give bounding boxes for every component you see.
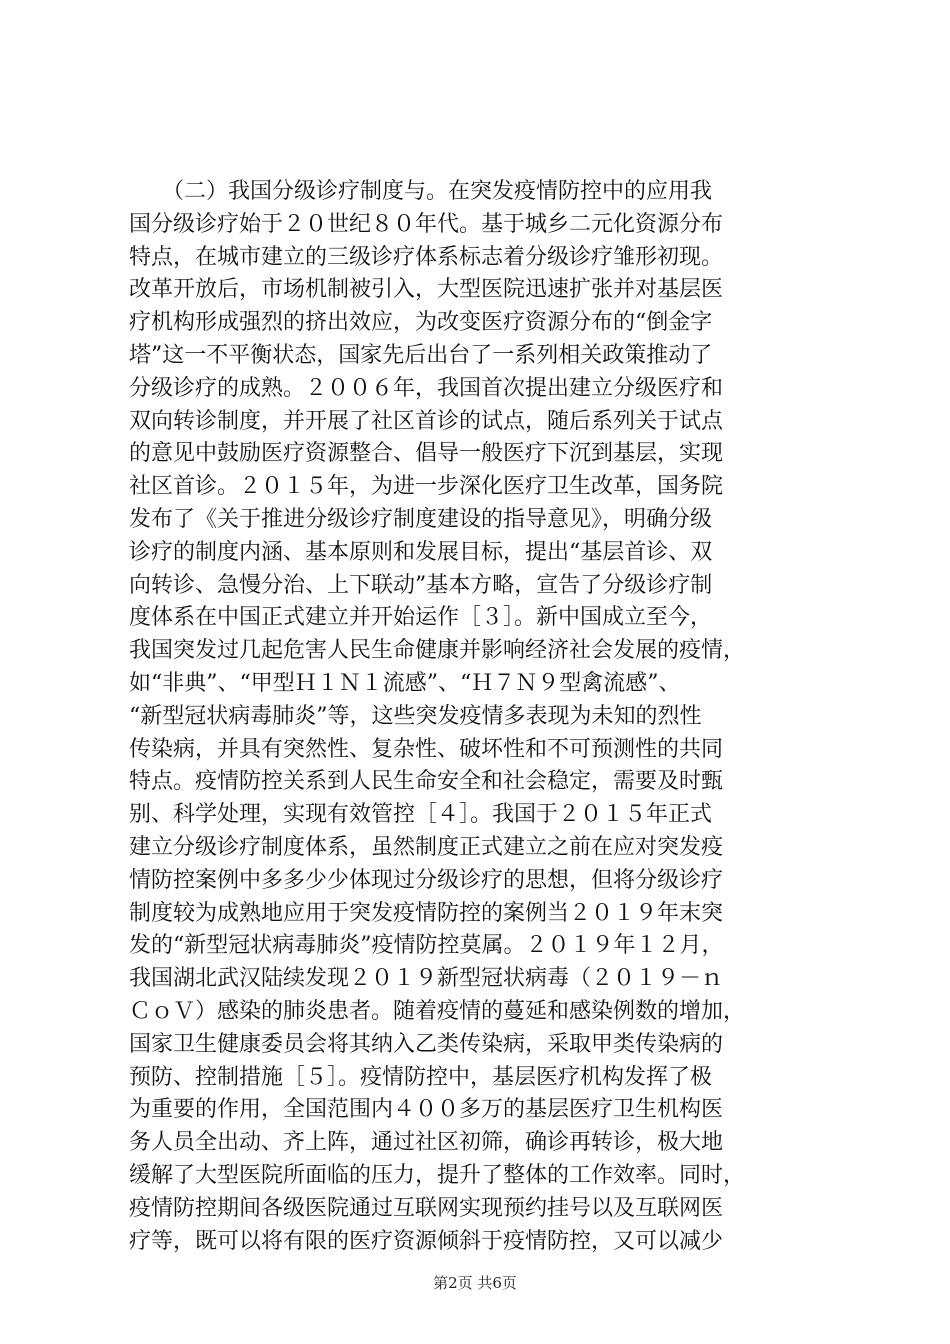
- text-line: 发布了《关于推进分级诊疗制度建设的指导意见》，明确分级: [129, 506, 713, 532]
- text-line: 预防、控制措施［５］。疫情防控中，基层医疗机构发挥了极: [129, 1064, 713, 1090]
- text-line: 特点，在城市建立的三级诊疗体系标志着分级诊疗雏形初现。: [129, 244, 724, 270]
- text-line: 务人员全出动、齐上阵，通过社区初筛，确诊再转诊，极大地: [129, 1130, 724, 1156]
- text-line: 的意见中鼓励医疗资源整合、倡导一般医疗下沉到基层，实现: [129, 441, 724, 467]
- text-line: 建立分级诊疗制度体系，虽然制度正式建立之前在应对突发疫: [129, 834, 724, 860]
- text-line: 特点。疫情防控关系到人民生命安全和社会稳定，需要及时甄: [129, 769, 724, 795]
- page-footer: 第2页 共6页: [433, 1274, 517, 1292]
- text-line: 别、科学处理，实现有效管控［４］。我国于２０１５年正式: [129, 802, 713, 828]
- text-line: 疗等，既可以将有限的医疗资源倾斜于疫情防控，又可以减少: [129, 1228, 724, 1254]
- text-line: 我国突发过几起危害人民生命健康并影响经济社会发展的疫情，: [129, 638, 746, 664]
- text-line: 我国湖北武汉陆续发现２０１９新型冠状病毒（２０１９－ｎ: [129, 966, 724, 992]
- text-line: 疗机构形成强烈的挤出效应，为改变医疗资源分布的“倒金字: [129, 310, 713, 336]
- text-line: 塔”这一不平衡状态，国家先后出台了一系列相关政策推动了: [129, 342, 713, 368]
- text-line: 分级诊疗的成熟。２００６年，我国首次提出建立分级医疗和: [129, 375, 724, 401]
- text-line: 缓解了大型医院所面临的压力，提升了整体的工作效率。同时，: [129, 1162, 746, 1188]
- text-line: 诊疗的制度内涵、基本原则和发展目标，提出“基层首诊、双: [129, 539, 713, 565]
- text-line: 传染病，并具有突然性、复杂性、破坏性和不可预测性的共同: [129, 736, 724, 762]
- text-line: 如“非典”、“甲型Ｈ１Ｎ１流感”、“Ｈ７Ｎ９型禽流感”、: [129, 670, 681, 696]
- text-line: 向转诊、急慢分治、上下联动”基本方略，宣告了分级诊疗制: [129, 572, 713, 598]
- text-line: ＣｏＶ）感染的肺炎患者。随着疫情的蔓延和感染例数的增加，: [129, 998, 746, 1024]
- text-line: “新型冠状病毒肺炎”等，这些突发疫情多表现为未知的烈性: [129, 703, 702, 729]
- text-line: 制度较为成熟地应用于突发疫情防控的案例当２０１９年末突: [129, 900, 724, 926]
- text-line: 为重要的作用，全国范围内４００多万的基层医疗卫生机构医: [129, 1097, 724, 1123]
- text-line: 国分级诊疗始于２０世纪８０年代。基于城乡二元化资源分布: [129, 211, 724, 237]
- text-line: （二）我国分级诊疗制度与。在突发疫情防控中的应用我: [129, 179, 713, 204]
- text-line: 发的“新型冠状病毒肺炎”疫情防控莫属。２０１９年１２月，: [129, 933, 724, 959]
- text-line: 疫情防控期间各级医院通过互联网实现预约挂号以及互联网医: [129, 1195, 724, 1221]
- text-line: 度体系在中国正式建立并开始运作［３］。新中国成立至今，: [129, 605, 713, 631]
- text-line: 国家卫生健康委员会将其纳入乙类传染病，采取甲类传染病的: [129, 1031, 724, 1057]
- body-paragraph: [129, 176, 839, 1258]
- text-line: 改革开放后，市场机制被引入，大型医院迅速扩张并对基层医: [129, 277, 724, 303]
- text-line: 双向转诊制度，并开展了社区首诊的试点，随后系列关于试点: [129, 408, 724, 434]
- text-line: 情防控案例中多多少少体现过分级诊疗的思想，但将分级诊疗: [129, 867, 724, 893]
- text-line: 社区首诊。２０１５年，为进一步深化医疗卫生改革，国务院: [129, 474, 724, 500]
